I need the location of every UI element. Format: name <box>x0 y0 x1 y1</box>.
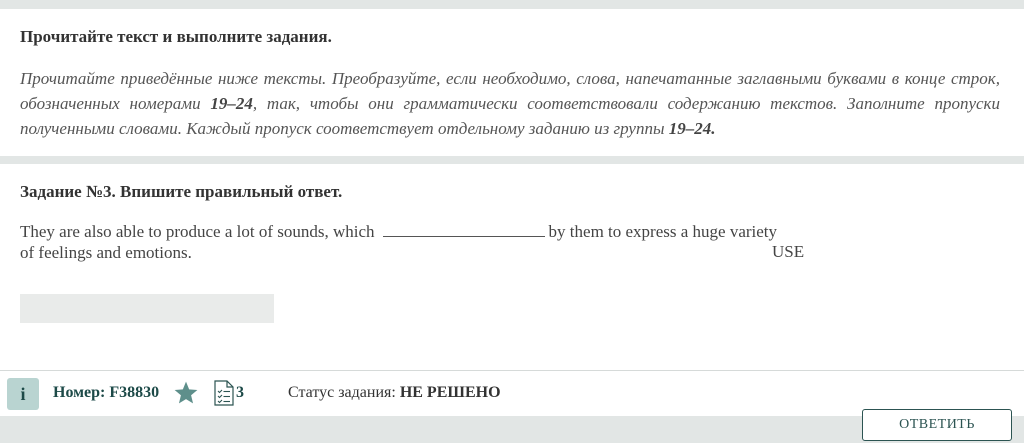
question-title: Задание №3. Впишите правильный ответ. <box>20 182 343 201</box>
question-card <box>0 164 1024 370</box>
document-count: 3 <box>236 384 244 401</box>
gap-blank <box>383 220 545 237</box>
instruction-text-2: , так, чтобы они грамматически соответствовали содержанию текстов. Заполните пропуски полученными словами. Каждый пропуск соответствует отдельному заданию из группы <box>20 94 1000 138</box>
instruction-range-2: 19–24. <box>668 119 716 138</box>
status-value: НЕ РЕШЕНО <box>399 384 501 401</box>
answer-input[interactable] <box>20 294 274 323</box>
answer-button[interactable]: ОТВЕТИТЬ <box>862 409 1012 441</box>
question-text-before: They are also able to produce a lot of sounds, which <box>20 222 375 241</box>
question-text-after: by them to express a huge variety of feelings and emotions. <box>20 222 778 262</box>
task-number: Номер: F38830 <box>53 384 160 401</box>
task-intro-card <box>0 9 1024 156</box>
document-checklist-icon[interactable] <box>213 380 235 406</box>
intro-heading: Прочитайте текст и выполните задания. <box>20 27 332 46</box>
hint-word: USE <box>772 242 805 261</box>
info-icon[interactable]: i <box>7 378 39 410</box>
status-label: Статус задания: <box>288 384 400 401</box>
task-status <box>288 384 501 402</box>
instruction-range-1: 19–24 <box>210 94 253 113</box>
instruction-text-1: Прочитайте приведённые ниже тексты. Преобразуйте, если необходимо, слова, напечатанные заглавными буквами в конце строк, обозначенных номерами <box>20 69 1000 113</box>
intro-instruction <box>20 66 1000 141</box>
star-icon[interactable] <box>173 380 199 406</box>
top-strip <box>0 0 1024 9</box>
question-text <box>20 220 780 263</box>
